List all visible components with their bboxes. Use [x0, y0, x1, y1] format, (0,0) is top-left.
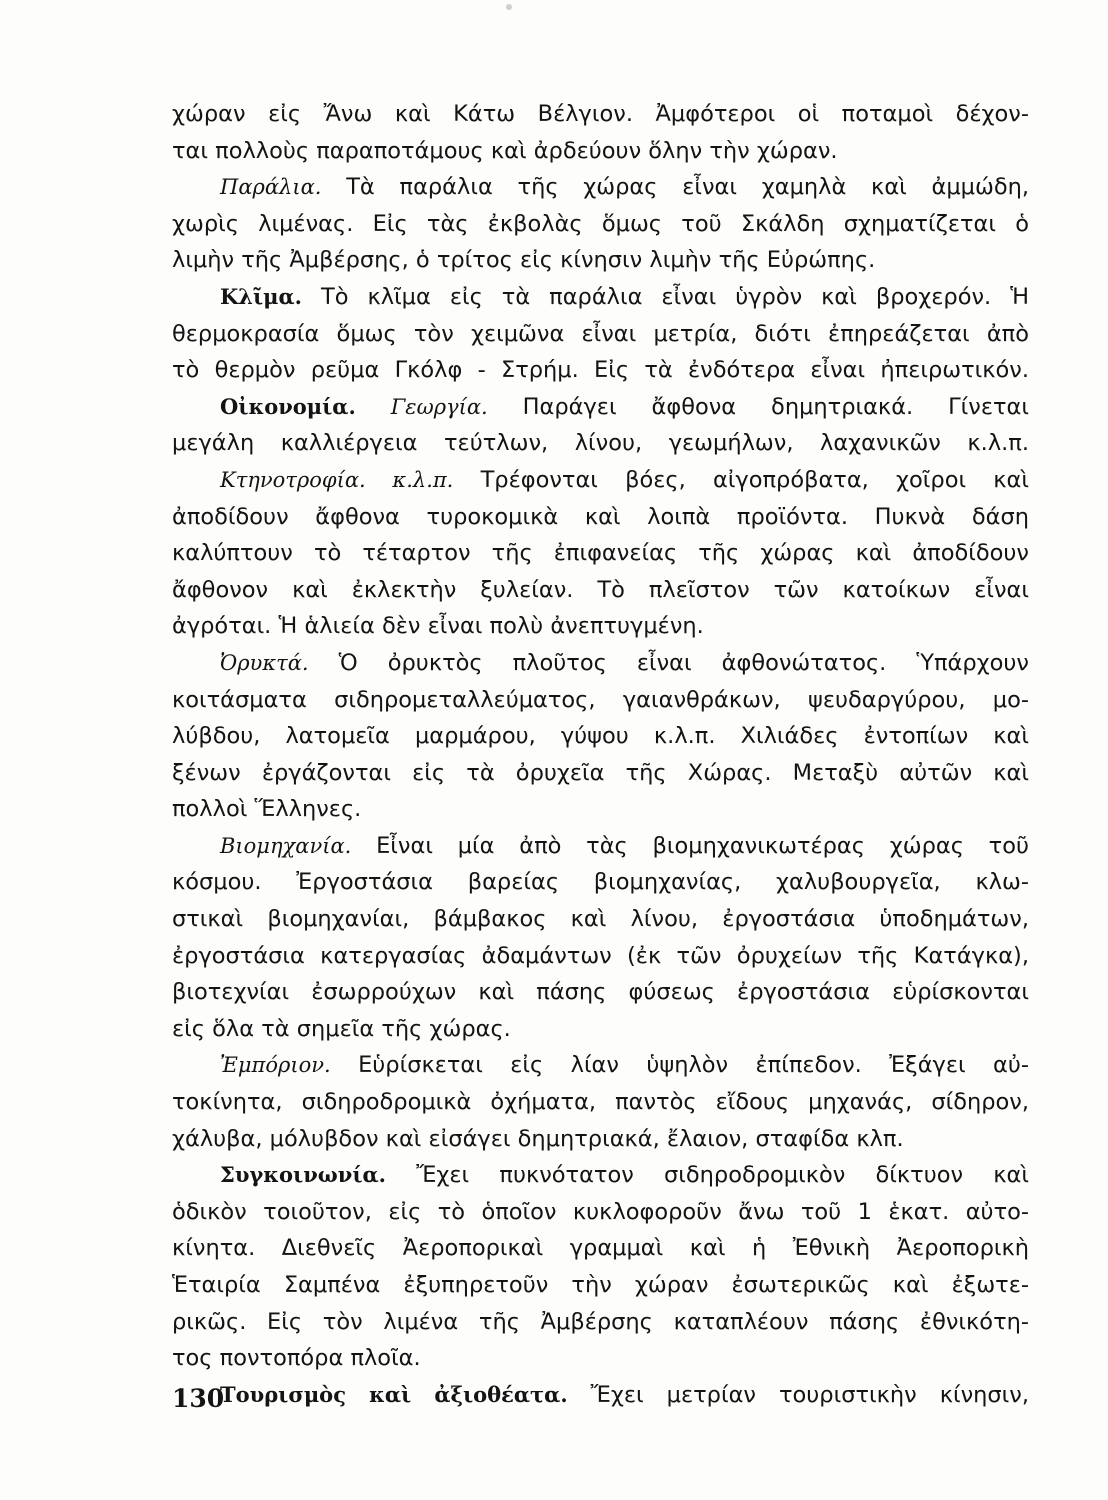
subheading-viomichania: Βιομηχανία.: [220, 833, 352, 858]
text-line: θερμοκρασία ὅμως τὸν χειμῶνα εἶναι μετρία, διότι ἐπηρεάζεται ἀπὸ: [172, 320, 1029, 347]
text-line: λιμὴν τῆς Ἀμβέρσης, ὁ τρίτος εἰς κίνησιν λιμὴν τῆς Εὐρώπης.: [172, 247, 876, 274]
text-line: εἰς ὅλα τὰ σημεῖα τῆς χώρας.: [172, 1015, 511, 1042]
text-line: Κλῖμα. Τὸ κλῖμα εἰς τὰ παράλια εἶναι ὑγρὸν καὶ βροχερόν. Ἡ: [220, 283, 1029, 310]
text-line: ξένων ἐργάζονται εἰς τὰ ὀρυχεῖα τῆς Χώρας. Μεταξὺ αὐτῶν καὶ: [172, 759, 1029, 786]
text-line: Οἰκονομία. Γεωργία. Παράγει ἄφθονα δημητριακά. Γίνεται: [220, 393, 1029, 420]
text-line: πολλοὶ Ἕλληνες.: [172, 796, 362, 823]
heading-tourismos: Τουρισμὸς καὶ ἀξιοθέατα.: [220, 1381, 568, 1407]
subheading-emporion: Ἐμπόριον.: [220, 1053, 331, 1078]
text-line: τος ποντοπόρα πλοῖα.: [172, 1345, 421, 1372]
text-line: ὁδικὸν τοιοῦτον, εἰς τὸ ὁποῖον κυκλοφοροῦν ἄνω τοῦ 1 ἑκατ. αὐτο-: [172, 1198, 1029, 1225]
text-line: Παράλια. Τὰ παράλια τῆς χώρας εἶναι χαμηλὰ καὶ ἀμμώδη,: [220, 174, 1029, 201]
text-line: κίνητα. Διεθνεῖς Ἀεροπορικαὶ γραμμαὶ καὶ ἡ Ἐθνικὴ Ἀεροπορικὴ: [172, 1235, 1029, 1262]
heading-sygkoinonia: Συγκοινωνία.: [220, 1162, 386, 1188]
text-line: Ἑταιρία Σαμπένα ἐξυπηρετοῦν τὴν χώραν ἐσωτερικῶς καὶ ἐξωτε-: [172, 1272, 1029, 1298]
subheading-orykta: Ὀρυκτά.: [220, 650, 309, 675]
text-line: ἄφθονον καὶ ἐκλεκτὴν ξυλείαν. Τὸ πλεῖστον τῶν κατοίκων εἶναι: [172, 576, 1029, 603]
text-line: ται πολλοὺς παραποτάμους καὶ ἀρδεύουν ὅλην τὴν χώραν.: [172, 137, 838, 164]
body-text: [172, 96, 1029, 1413]
text-line: βιοτεχνίαι ἐσωρρούχων καὶ πάσης φύσεως ἐργοστάσια εὑρίσκονται: [172, 979, 1029, 1006]
page-speck: [506, 4, 512, 10]
text-line: ἐργοστάσια κατεργασίας ἀδαμάντων (ἐκ τῶν ὀρυχείων τῆς Κατάγκα),: [172, 942, 1029, 969]
text-line: τοκίνητα, σιδηροδρομικὰ ὀχήματα, παντὸς εἴδους μηχανάς, σίδηρον,: [172, 1089, 1029, 1116]
text-line: ἀγρόται. Ἡ ἁλιεία δὲν εἶναι πολὺ ἀνεπτυγμένη.: [172, 613, 704, 640]
text-line: Βιομηχανία. Εἶναι μία ἀπὸ τὰς βιομηχανικωτέρας χώρας τοῦ: [220, 832, 1029, 859]
text-line: κοιτάσματα σιδηρομεταλλεύματος, γαιανθράκων, ψευδαργύρου, μο-: [172, 686, 1029, 713]
subheading-paralia: Παράλια.: [220, 175, 322, 200]
text-line: τὸ θερμὸν ρεῦμα Γκόλφ - Στρήμ. Εἰς τὰ ἐνδότερα εἶναι ἠπειρωτικόν.: [172, 357, 1029, 384]
text-line: ἀποδίδουν ἄφθονα τυροκομικὰ καὶ λοιπὰ προϊόντα. Πυκνὰ δάση: [172, 503, 1029, 530]
page-number: 130: [172, 1384, 225, 1413]
text-line: λύβδου, λατομεῖα μαρμάρου, γύψου κ.λ.π. Χιλιάδες ἐντοπίων καὶ: [172, 723, 1029, 750]
text-line: ρικῶς. Εἰς τὸν λιμένα τῆς Ἀμβέρσης καταπλέουν πάσης ἐθνικότη-: [172, 1308, 1029, 1335]
text-line: Ἐμπόριον. Εὑρίσκεται εἰς λίαν ὑψηλὸν ἐπίπεδον. Ἐξάγει αὐ-: [220, 1052, 1029, 1079]
text-line: χάλυβα, μόλυβδον καὶ εἰσάγει δημητριακά, ἔλαιον, σταφίδα κλπ.: [172, 1125, 904, 1152]
text-line: στικαὶ βιομηχανίαι, βάμβακος καὶ λίνου, ἐργοστάσια ὑποδημάτων,: [172, 906, 1029, 933]
heading-oikonomia: Οἰκονομία.: [220, 393, 356, 419]
text-line: Κτηνοτροφία. κ.λ.π. Τρέφονται βόες, αἰγοπρόβατα, χοῖροι καὶ: [220, 466, 1029, 493]
text-line: Συγκοινωνία. Ἔχει πυκνότατον σιδηροδρομικὸν δίκτυον καὶ: [220, 1162, 1029, 1189]
subheading-ktinotrofia: Κτηνοτροφία. κ.λ.π.: [220, 467, 454, 492]
subheading-georgia: Γεωργία.: [390, 394, 488, 419]
text-line: μεγάλη καλλιέργεια τεύτλων, λίνου, γεωμήλων, λαχανικῶν κ.λ.π.: [172, 430, 1029, 457]
text-line: κόσμου. Ἐργοστάσια βαρείας βιομηχανίας, χαλυβουργεῖα, κλω-: [172, 869, 1029, 896]
text-line: Ὀρυκτά. Ὁ ὀρυκτὸς πλοῦτος εἶναι ἀφθονώτατος. Ὑπάρχουν: [220, 649, 1029, 676]
text-line: Τουρισμὸς καὶ ἀξιοθέατα. Ἔχει μετρίαν τουριστικὴν κίνησιν,: [220, 1381, 1029, 1408]
heading-klima: Κλῖμα.: [220, 283, 302, 309]
text-line: χωρὶς λιμένας. Εἰς τὰς ἐκβολὰς ὅμως τοῦ Σκάλδη σχηματίζεται ὁ: [172, 210, 1029, 237]
text-line: καλύπτουν τὸ τέταρτον τῆς ἐπιφανείας τῆς χώρας καὶ ἀποδίδουν: [172, 540, 1029, 567]
text-line: χώραν εἰς Ἄνω καὶ Κάτω Βέλγιον. Ἀμφότεροι οἱ ποταμοὶ δέχον-: [172, 101, 1029, 127]
